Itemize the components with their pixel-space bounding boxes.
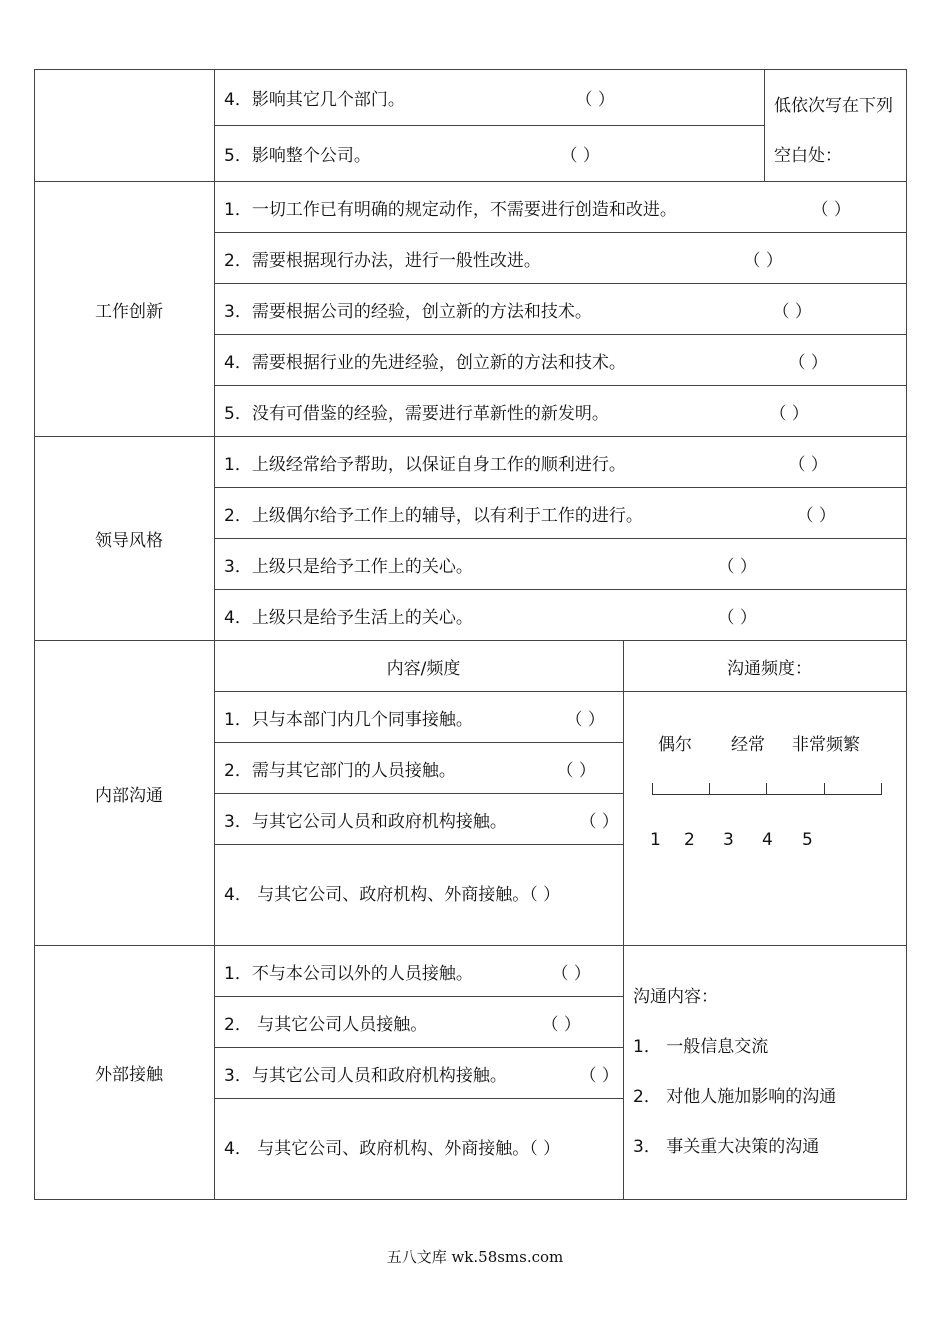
scale-label-very-often: 非常频繁 [792,735,860,755]
option-cell [215,284,907,335]
option-text: 4．上级只是给予生活上的关心。 [224,607,473,628]
option-text: 1．一切工作已有明确的规定动作，不需要进行创造和改进。 [224,199,677,220]
answer-parens[interactable]: （ ） [541,1014,581,1035]
option-cell [215,692,624,743]
answer-parens[interactable]: （ ） [811,199,851,220]
scale-number[interactable]: 1 [650,830,661,850]
answer-parens[interactable]: （ ） [717,607,757,628]
communication-content [624,946,907,1200]
answer-parens[interactable]: （ ） [788,352,828,373]
option-text: 3．与其它公司人员和政府机构接触。 [224,811,507,832]
option-text: 2．需要根据现行办法，进行一般性改进。 [224,250,541,271]
answer-parens[interactable]: （ ） [560,146,600,166]
answer-parens[interactable]: （ ） [796,505,836,526]
option-text: 3．需要根据公司的经验，创立新的方法和技术。 [224,301,592,322]
scale-tick [824,783,825,795]
scale-tick [766,783,767,795]
table-row [35,437,907,488]
option-text: 1．只与本部门内几个同事接触。 [224,709,473,730]
category-label: 内部沟通 [35,641,215,946]
table-row [35,182,907,233]
table-row [35,641,907,692]
option-cell [215,794,624,845]
content-item: 3． 事关重大决策的沟通 [633,1137,820,1157]
option-text[interactable]: 4． 与其它公司、政府机构、外商接触。（ ） [224,1139,561,1159]
category-cell-empty [35,70,215,182]
scale-number[interactable]: 5 [802,830,813,850]
option-text: 3．上级只是给予工作上的关心。 [224,556,473,577]
answer-parens[interactable]: （ ） [788,454,828,475]
option-text: 1．上级经常给予帮助，以保证自身工作的顺利进行。 [224,454,626,475]
option-cell [215,1099,624,1200]
answer-parens[interactable]: （ ） [556,760,596,781]
scale-label-often: 经常 [731,735,765,755]
scale-tick [881,783,882,795]
category-label: 外部接触 [35,946,215,1200]
option-cell [215,997,624,1048]
table-row [35,946,907,997]
answer-parens[interactable]: （ ） [717,556,757,577]
content-item: 2． 对他人施加影响的沟通 [633,1087,837,1107]
option-cell [215,539,907,590]
scale-label-occasional: 偶尔 [658,735,692,755]
option-cell [215,233,907,284]
category-label: 领导风格 [35,437,215,641]
option-text: 2． 与其它公司人员接触。 [224,1014,428,1035]
option-cell [215,1048,624,1099]
option-cell [215,946,624,997]
option-cell [215,182,907,233]
option-cell [215,70,765,126]
option-text: 3．与其它公司人员和政府机构接触。 [224,1065,507,1086]
option-text: 5．没有可借鉴的经验，需要进行革新性的新发明。 [224,403,609,424]
answer-parens[interactable]: （ ） [565,709,605,730]
column-header-content: 内容/频度 [215,641,624,692]
option-cell [215,126,765,182]
table-row [35,70,907,126]
option-cell [215,845,624,946]
option-cell [215,743,624,794]
side-note: 低依次写在下列空白处： [765,70,907,182]
option-cell [215,488,907,539]
option-text: 4．影响其它几个部门。 [224,90,405,110]
option-text: 2．需与其它部门的人员接触。 [224,760,456,781]
scale-number[interactable]: 4 [762,830,773,850]
content-item: 1． 一般信息交流 [633,1037,769,1057]
option-text[interactable]: 4． 与其它公司、政府机构、外商接触。（ ） [224,885,561,905]
answer-parens[interactable]: （ ） [579,811,619,832]
scale-tick [652,783,653,795]
option-cell [215,590,907,641]
option-text: 2．上级偶尔给予工作上的辅导，以有利于工作的进行。 [224,505,643,526]
answer-parens[interactable]: （ ） [772,301,812,322]
footer-watermark: 五八文库 wk.58sms.com [386,1248,564,1266]
content-title: 沟通内容： [633,987,718,1007]
option-text: 4．需要根据行业的先进经验，创立新的方法和技术。 [224,352,626,373]
option-cell [215,437,907,488]
answer-parens[interactable]: （ ） [575,90,615,110]
scale-line [652,782,882,795]
frequency-scale [624,692,907,946]
scale-tick [709,783,710,795]
option-cell [215,335,907,386]
answer-parens[interactable]: （ ） [769,403,809,424]
option-text: 5．影响整个公司。 [224,146,371,166]
option-text: 1．不与本公司以外的人员接触。 [224,963,473,984]
answer-parens[interactable]: （ ） [551,963,591,984]
scale-number[interactable]: 2 [684,830,695,850]
job-evaluation-table [34,69,907,1200]
column-header-frequency: 沟通频度： [624,641,907,692]
answer-parens[interactable]: （ ） [743,250,783,271]
option-cell [215,386,907,437]
scale-number[interactable]: 3 [723,830,734,850]
category-label: 工作创新 [35,182,215,437]
answer-parens[interactable]: （ ） [579,1065,619,1086]
